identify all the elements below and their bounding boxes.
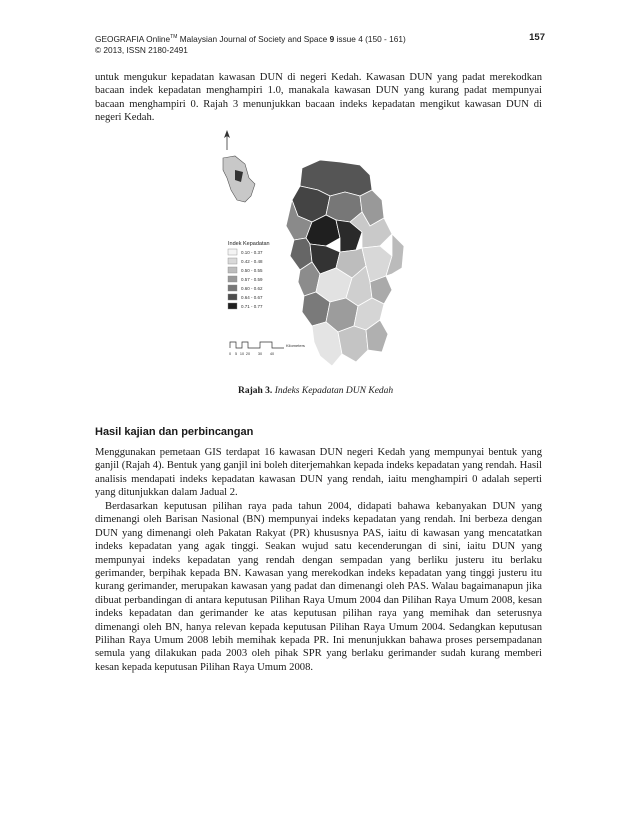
section-heading: Hasil kajian dan perbincangan [95,426,254,438]
main-map [286,160,404,366]
legend-swatch [228,249,237,255]
legend-swatch [228,285,237,291]
journal-line: GEOGRAFIA Online™ Malaysian Journal of Society and Space 9 issue 4 (150 - 161) [95,33,406,44]
scale-tick-label: 20 [245,352,251,356]
legend-label: 0.42 - 0.48 [241,259,263,264]
copyright-line: © 2013, ISSN 2180-2491 [95,44,188,55]
scale-tick-label: 0 [228,352,232,356]
section-paragraph-1: Menggunakan pemetaan GIS terdapat 16 kawasan DUN negeri Kedah yang mempunyai bentuk yang ganjil (Rajah 4). Bentuk yang ganjil ini boleh diterjemahkan kepada indeks kepadatan yang rendah. Hasil analisis mendapati indeks kepadatan kawasan DUN yang rendah, iaitu menghampiri 0 adalah seperti yang ditunjukkan dalam Jadual 2. [95,447,542,499]
legend-label: 0.64 - 0.67 [241,295,263,300]
legend-label: 0.60 - 0.62 [241,286,263,291]
scale-bar [229,342,305,356]
page-number: 157 [529,32,545,43]
scale-unit: Kilometers [286,343,305,348]
legend-swatch [228,276,237,282]
inset-map [223,130,255,202]
scale-tick-label: 10 [239,352,245,356]
figure-caption: Rajah 3. Indeks Kepadatan DUN Kedah [238,386,394,396]
scale-tick-label: 30 [257,352,263,356]
legend-swatch [228,258,237,264]
intro-paragraph: untuk mengukur kepadatan kawasan DUN di negeri Kedah. Kawasan DUN yang padat merekodkan bacaan indek kepadatan menghampiri 1.0, manakala kawasan DUN yang kurang padat mempunyai bacaan menghampiri 0. Rajah 3 menunjukkan bacaan indeks kepadatan mengikut kawasan DUN di negeri Kedah. [95,72,542,124]
legend-label: 0.10 - 0.37 [241,250,263,255]
legend-swatch [228,267,237,273]
section-paragraph-2: Berdasarkan keputusan pilihan raya pada tahun 2004, didapati bahawa kebanyakan DUN yang dimenangi oleh Barisan Nasional (BN) mempunyai indeks kepadatan yang rendah. Ini berbeza dengan DUN yang dimenangi oleh Pakatan Rakyat (PR) khususnya PAS, iaitu di kawasan yang mencatatkan indeks kepadatan yang agak tinggi. Seakan wujud satu kecenderungan di sini, iaitu DUN yang mempunyai indeks kepadatan yang rendah dengan sempadan yang berliku justeru itu berlaku gerimander, berpihak kepada BN. Kawasan yang merekodkan indeks kepadatan yang tinggi justeru itu kurang gerimander, merupakan kawasan yang padat dan dimenangi oleh PAS. Walau bagaimanapun jika dibuat perbandingan di antara keputusan Pilihan Raya Umum 2004 dan Pilihan Raya Umum 2008, kesan indeks kepadatan dan gerimander ke atas keputusan pilihan raya yang memihak dan seterusnya dimenangi oleh BN, hanya relevan kepada keputusan Pilihan Raya Umum 2004. Sedangkan keputusan Pilihan Raya Umum 2008 lebih memihak kepada PR. Ini menunjukkan bahawa proses persempadanan semula yang dilakukan pada 2003 oleh pihak SPR yang berlaku gerimander sudah kurang memberi kesan kepada keputusan Pilihan Raya Umum 2008. [95,501,542,673]
legend-label: 0.57 - 0.59 [241,277,263,282]
legend-title: Indek Kepadatan [228,241,270,247]
legend-label: 0.50 - 0.55 [241,268,263,273]
scale-tick-label: 5 [234,352,238,356]
scale-tick-label: 40 [269,352,275,356]
map-legend [228,241,270,309]
legend-swatch [228,294,237,300]
legend-label: 0.71 - 0.77 [241,304,263,309]
legend-swatch [228,303,237,309]
